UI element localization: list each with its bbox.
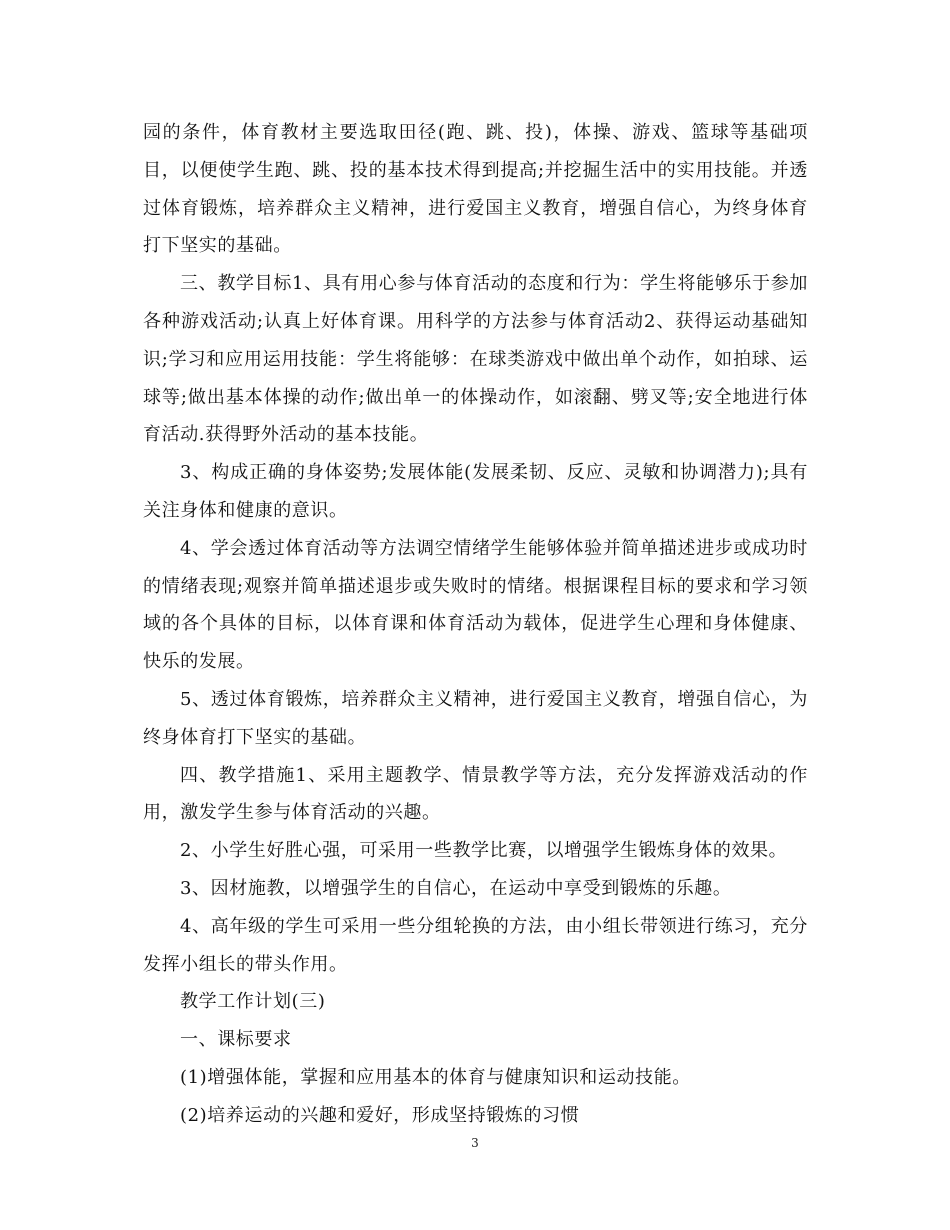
document-body <box>143 114 808 1135</box>
paragraph: 4、学会透过体育活动等方法调空情绪学生能够体验并简单描述进步或成功时的情绪表现;观察并简单描述退步或失败时的情绪。根据课程目标的要求和学习领域的各个具体的目标，以体育课和体育活动为载体，促进学生心理和身体健康、快乐的发展。 <box>143 537 808 673</box>
paragraph: 5、透过体育锻炼，培养群众主义精神，进行爱国主义教育，增强自信心，为终身体育打下坚实的基础。 <box>143 688 808 748</box>
paragraph: 园的条件，体育教材主要选取田径(跑、跳、投)，体操、游戏、篮球等基础项目，以便使学生跑、跳、投的基本技术得到提高;并挖掘生活中的实用技能。并透过体育锻炼，培养群众主义精神，进行爱国主义教育，增强自信心，为终身体育打下坚实的基础。 <box>143 122 808 257</box>
page-number: 3 <box>471 1136 479 1150</box>
paragraph: 3、因材施教，以增强学生的自信心，在运动中享受到锻炼的乐趣。 <box>180 877 732 899</box>
paragraph: (2)培养运动的兴趣和爱好，形成坚持锻炼的习惯 <box>180 1104 580 1126</box>
paragraph: 2、小学生好胜心强，可采用一些教学比赛，以增强学生锻炼身体的效果。 <box>180 840 788 862</box>
paragraph: 4、高年级的学生可采用一些分组轮换的方法，由小组长带领进行练习，充分发挥小组长的带头作用。 <box>143 915 808 975</box>
paragraph: 3、构成正确的身体姿势;发展体能(发展柔韧、反应、灵敏和协调潜力);具有关注身体和健康的意识。 <box>143 462 808 521</box>
paragraph: 四、教学措施1、采用主题教学、情景教学等方法，充分发挥游戏活动的作用，激发学生参与体育活动的兴趣。 <box>143 764 808 824</box>
paragraph: (1)增强体能，掌握和应用基本的体育与健康知识和运动技能。 <box>180 1066 691 1088</box>
subsection-heading: 一、课标要求 <box>180 1029 292 1051</box>
paragraph: 三、教学目标1、具有用心参与体育活动的态度和行为：学生将能够乐于参加各种游戏活动;认真上好体育课。用科学的方法参与体育活动2、获得运动基础知识;学习和应用运用技能：学生将能够：在球类游戏中做出单个动作，如拍球、运球等;做出基本体操的动作;做出单一的体操动作，如滚翻、劈叉等;安全地进行体育活动.获得野外活动的基本技能。 <box>143 273 808 446</box>
section-heading: 教学工作计划(三) <box>180 991 326 1013</box>
